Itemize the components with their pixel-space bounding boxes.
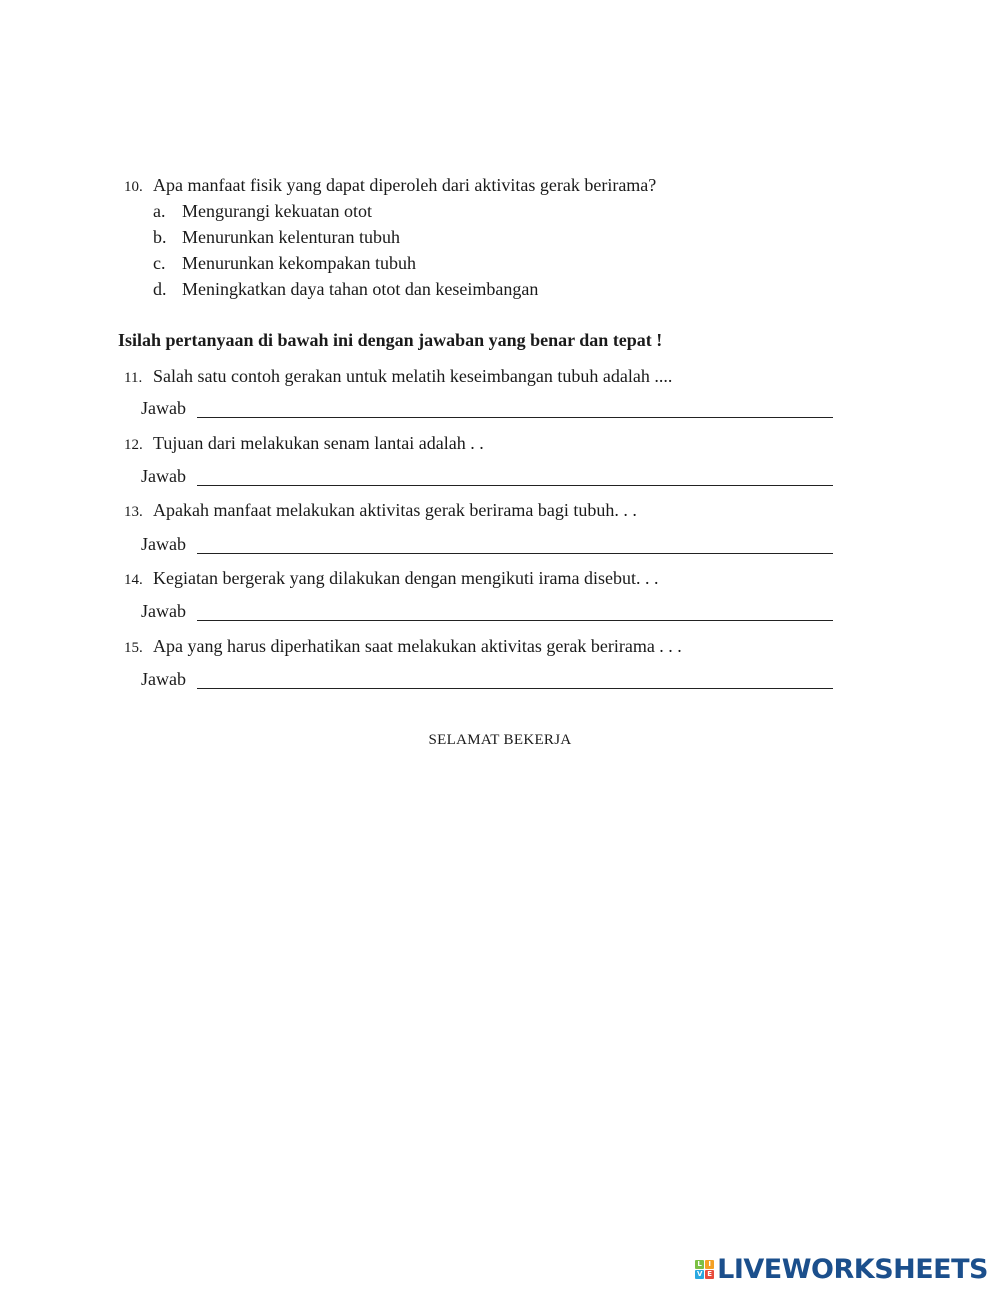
answer-line[interactable] (197, 553, 833, 554)
question-number: 15. (124, 640, 143, 656)
option-letter: c. (153, 253, 166, 273)
question-text: Apa manfaat fisik yang dapat diperoleh dari aktivitas gerak berirama? (153, 175, 657, 195)
answer-field-12[interactable] (141, 466, 186, 487)
question-text: Tujuan dari melakukan senam lantai adalah . . (153, 433, 484, 453)
answer-label: Jawab (141, 466, 186, 486)
question-10 (124, 175, 656, 196)
option-b[interactable] (153, 227, 400, 248)
liveworksheets-logo (695, 1254, 988, 1285)
closing-text: SELAMAT BEKERJA (428, 732, 572, 748)
answer-line[interactable] (197, 688, 833, 689)
logo-letter: L (695, 1260, 704, 1269)
question-number: 10. (124, 179, 143, 195)
answer-line[interactable] (197, 485, 833, 486)
answer-line[interactable] (197, 620, 833, 621)
answer-label: Jawab (141, 601, 186, 621)
question-14 (124, 568, 659, 589)
answer-label: Jawab (141, 534, 186, 554)
option-d[interactable] (153, 279, 538, 300)
logo-letter: V (696, 1270, 703, 1278)
option-text: Menurunkan kekompakan tubuh (182, 253, 416, 273)
section-heading: Isilah pertanyaan di bawah ini dengan jawaban yang benar dan tepat ! (118, 330, 663, 350)
question-text: Salah satu contoh gerakan untuk melatih keseimbangan tubuh adalah .... (153, 366, 673, 386)
answer-label: Jawab (141, 398, 186, 418)
answer-field-11[interactable] (141, 398, 186, 419)
question-number: 12. (124, 437, 143, 453)
question-number: 13. (124, 504, 143, 520)
option-text: Mengurangi kekuatan otot (182, 201, 372, 221)
answer-field-14[interactable] (141, 601, 186, 622)
option-text: Menurunkan kelenturan tubuh (182, 227, 400, 247)
option-letter: d. (153, 279, 167, 299)
option-text: Meningkatkan daya tahan otot dan keseimbangan (182, 279, 539, 299)
question-text: Kegiatan bergerak yang dilakukan dengan mengikuti irama disebut. . . (153, 568, 659, 588)
option-letter: b. (153, 227, 167, 247)
question-number: 14. (124, 572, 143, 588)
answer-line[interactable] (197, 417, 833, 418)
question-text: Apa yang harus diperhatikan saat melakukan aktivitas gerak berirama . . . (153, 636, 682, 656)
question-13 (124, 500, 637, 521)
answer-field-13[interactable] (141, 534, 186, 555)
option-a[interactable] (153, 201, 372, 222)
logo-letter: E (705, 1270, 714, 1279)
logo-mark-icon (695, 1260, 714, 1279)
question-15 (124, 636, 682, 657)
option-letter: a. (153, 201, 166, 221)
question-number: 11. (124, 370, 143, 386)
answer-label: Jawab (141, 669, 186, 689)
question-text: Apakah manfaat melakukan aktivitas gerak berirama bagi tubuh. . . (153, 500, 637, 520)
logo-letter: I (705, 1260, 714, 1269)
question-12 (124, 433, 484, 454)
logo-text: LIVEWORKSHEETS (717, 1254, 988, 1285)
option-c[interactable] (153, 253, 416, 274)
question-11 (124, 366, 672, 387)
answer-field-15[interactable] (141, 669, 186, 690)
